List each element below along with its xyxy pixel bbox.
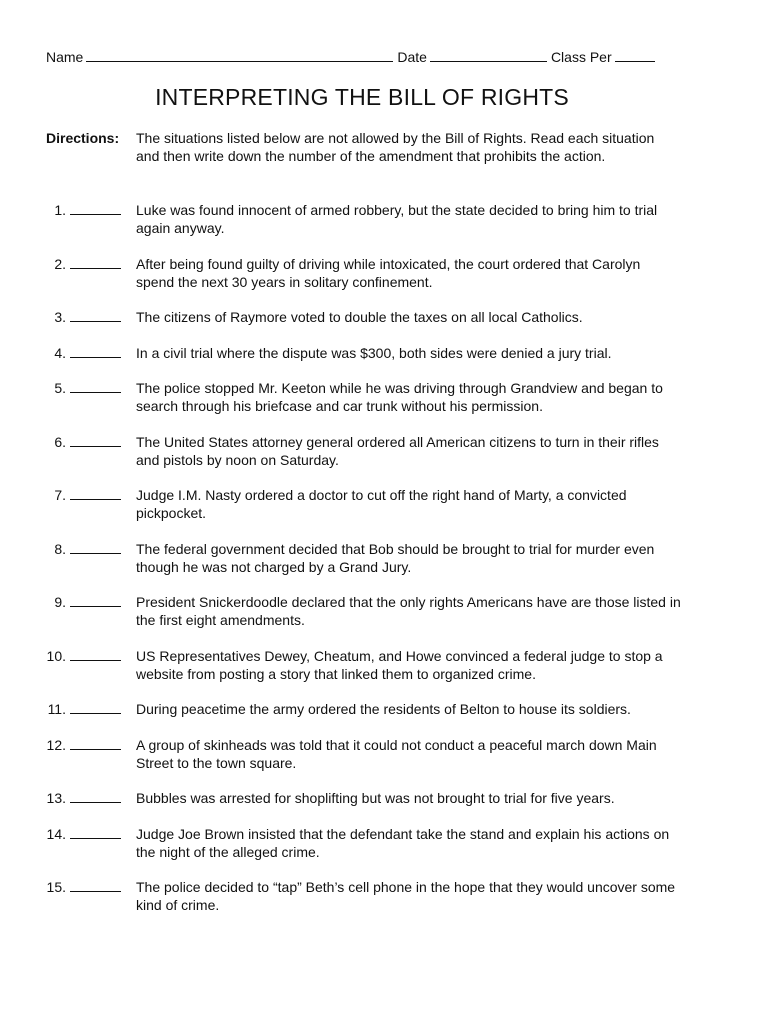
answer-blank[interactable]	[70, 802, 121, 803]
question-text: The citizens of Raymore voted to double the taxes on all local Catholics.	[136, 309, 583, 325]
question-number: 4.	[54, 344, 66, 361]
question-item	[38, 825, 698, 861]
answer-blank[interactable]	[70, 268, 121, 269]
question-item	[38, 486, 698, 522]
question-item	[38, 433, 698, 469]
directions-label: Directions:	[46, 130, 120, 146]
question-number: 15.	[46, 879, 66, 895]
answer-blank[interactable]	[70, 713, 121, 714]
name-field[interactable]	[86, 47, 393, 62]
question-number: 5.	[54, 380, 66, 396]
question-item	[38, 593, 698, 629]
question-text: In a civil trial where the dispute was $300, both sides were denied a jury trial.	[136, 344, 612, 361]
question-number: 7.	[54, 487, 66, 503]
student-info-line	[46, 47, 686, 65]
answer-blank[interactable]	[70, 499, 121, 500]
question-item	[38, 540, 698, 576]
question-number: 9.	[54, 594, 66, 610]
answer-blank[interactable]	[70, 606, 121, 607]
directions-text: The situations listed below are not allowed by the Bill of Rights. Read each situation and then write down the number of the amendment that prohibits the action.	[136, 130, 655, 164]
answer-blank[interactable]	[70, 838, 121, 839]
question-text: Judge I.M. Nasty ordered a doctor to cut off the right hand of Marty, a convicted pickpocket.	[136, 487, 627, 521]
name-label: Name	[46, 49, 84, 65]
question-text: The police stopped Mr. Keeton while he was driving through Grandview and began to search through his briefcase and car trunk without his permission.	[136, 380, 663, 414]
question-item	[38, 878, 698, 914]
question-number: 13.	[46, 790, 66, 806]
question-text: A group of skinheads was told that it could not conduct a peaceful march down Main Street to the town square.	[136, 736, 657, 771]
question-item	[38, 789, 698, 807]
answer-blank[interactable]	[70, 321, 121, 322]
answer-blank[interactable]	[70, 749, 121, 750]
question-text: Luke was found innocent of armed robbery, but the state decided to bring him to trial again anyway.	[136, 202, 658, 236]
question-text: During peacetime the army ordered the residents of Belton to house its soldiers.	[136, 701, 631, 717]
question-number: 8.	[54, 540, 66, 557]
question-text: US Representatives Dewey, Cheatum, and Howe convinced a federal judge to stop a website from posting a story that linked them to organized crime.	[136, 647, 663, 682]
question-text: President Snickerdoodle declared that the only rights Americans have are those listed in the first eight amendments.	[136, 594, 681, 628]
page-title: INTERPRETING THE BILL OF RIGHTS	[155, 84, 569, 110]
question-item	[38, 647, 698, 683]
answer-blank[interactable]	[70, 660, 121, 661]
question-number: 3.	[54, 309, 66, 325]
answer-blank[interactable]	[70, 446, 121, 447]
question-number: 2.	[54, 255, 66, 272]
question-text: The police decided to “tap” Beth’s cell phone in the hope that they would uncover some kind of crime.	[136, 879, 676, 913]
question-item	[38, 201, 698, 237]
question-item	[38, 255, 698, 291]
date-label: Date	[397, 49, 427, 65]
question-text: The federal government decided that Bob should be brought to trial for murder even though he was not charged by a Grand Jury.	[136, 540, 655, 575]
date-field[interactable]	[430, 47, 547, 62]
question-number: 1.	[54, 202, 66, 218]
answer-blank[interactable]	[70, 357, 121, 358]
answer-blank[interactable]	[70, 214, 121, 215]
question-number: 6.	[54, 433, 66, 450]
question-item	[38, 379, 698, 415]
question-number: 10.	[46, 647, 66, 664]
question-number: 12.	[46, 736, 66, 753]
question-text: After being found guilty of driving while intoxicated, the court ordered that Carolyn spend the next 30 years in solitary confinement.	[136, 255, 641, 290]
question-text: Judge Joe Brown insisted that the defendant take the stand and explain his actions on the night of the alleged crime.	[136, 825, 670, 860]
answer-blank[interactable]	[70, 392, 121, 393]
question-item	[38, 700, 698, 718]
class-period-field[interactable]	[615, 47, 655, 62]
question-list	[38, 201, 698, 932]
question-text: The United States attorney general ordered all American citizens to turn in their rifles and pistols by noon on Saturday.	[136, 433, 659, 468]
class-period-label: Class Per	[550, 49, 612, 65]
question-text: Bubbles was arrested for shoplifting but was not brought to trial for five years.	[136, 790, 615, 806]
answer-blank[interactable]	[70, 891, 121, 892]
question-number: 11.	[47, 701, 66, 717]
question-number: 14.	[46, 825, 66, 842]
question-item	[38, 344, 698, 362]
question-item	[38, 308, 698, 326]
answer-blank[interactable]	[70, 553, 121, 554]
question-item	[38, 736, 698, 772]
